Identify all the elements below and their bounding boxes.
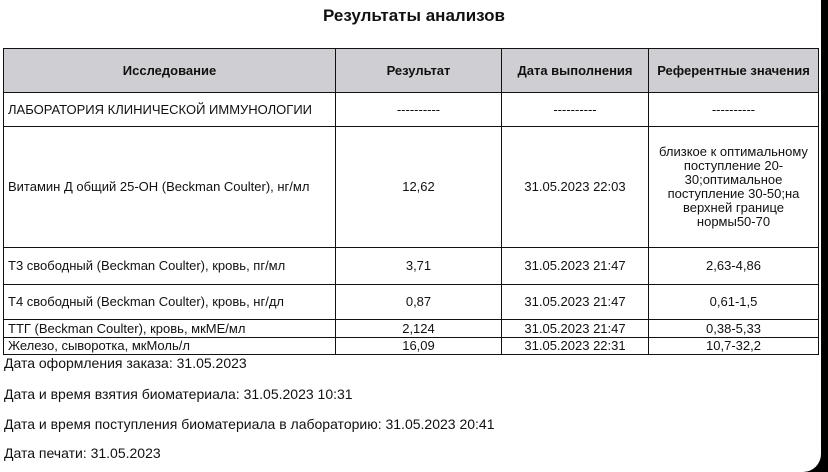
- test-date: 31.05.2023 22:03: [502, 127, 649, 248]
- section-date: ----------: [502, 93, 649, 127]
- table-header-row: [4, 49, 819, 93]
- test-reference: 2,63-4,86: [649, 248, 819, 285]
- test-date: 31.05.2023 21:47: [502, 285, 649, 320]
- test-result: 2,124: [336, 320, 502, 338]
- test-name: Железо, сыворотка, мкМоль/л: [4, 338, 336, 355]
- section-row: [4, 93, 819, 127]
- table-row: [4, 127, 819, 248]
- test-name: Т4 свободный (Beckman Coulter), кровь, нг/дл: [4, 285, 336, 320]
- section-name: ЛАБОРАТОРИЯ КЛИНИЧЕСКОЙ ИММУНОЛОГИИ: [4, 93, 336, 127]
- test-name: Витамин Д общий 25-OH (Beckman Coulter), нг/мл: [4, 127, 336, 248]
- test-reference: 0,38-5,33: [649, 320, 819, 338]
- sample-taken-date: Дата и время взятия биоматериала: 31.05.2023 10:31: [4, 386, 353, 402]
- test-date: 31.05.2023 22:31: [502, 338, 649, 355]
- header-result: Результат: [336, 49, 502, 93]
- test-reference: близкое к оптимальному поступление 20-30;оптимальное поступление 30-50;на верхней границе нормы50-70: [649, 127, 819, 248]
- table-row: [4, 338, 819, 355]
- section-result: ----------: [336, 93, 502, 127]
- test-name: Т3 свободный (Beckman Coulter), кровь, пг/мл: [4, 248, 336, 285]
- test-result: 16,09: [336, 338, 502, 355]
- test-result: 0,87: [336, 285, 502, 320]
- section-reference: ----------: [649, 93, 819, 127]
- table-row: [4, 285, 819, 320]
- header-test: Исследование: [4, 49, 336, 93]
- header-date: Дата выполнения: [502, 49, 649, 93]
- test-date: 31.05.2023 21:47: [502, 320, 649, 338]
- results-table: [3, 48, 819, 355]
- report-title: Результаты анализов: [322, 6, 506, 25]
- test-reference: 0,61-1,5: [649, 285, 819, 320]
- test-reference: 10,7-32,2: [649, 338, 819, 355]
- test-date: 31.05.2023 21:47: [502, 248, 649, 285]
- test-result: 12,62: [336, 127, 502, 248]
- table-row: [4, 248, 819, 285]
- table-row: [4, 320, 819, 338]
- test-result: 3,71: [336, 248, 502, 285]
- print-date: Дата печати: 31.05.2023: [4, 445, 161, 461]
- order-date: Дата оформления заказа: 31.05.2023: [4, 355, 247, 371]
- sample-received-date: Дата и время поступления биоматериала в лабораторию: 31.05.2023 20:41: [4, 416, 495, 432]
- test-name: ТТГ (Beckman Coulter), кровь, мкМЕ/мл: [4, 320, 336, 338]
- header-reference: Референтные значения: [649, 49, 819, 93]
